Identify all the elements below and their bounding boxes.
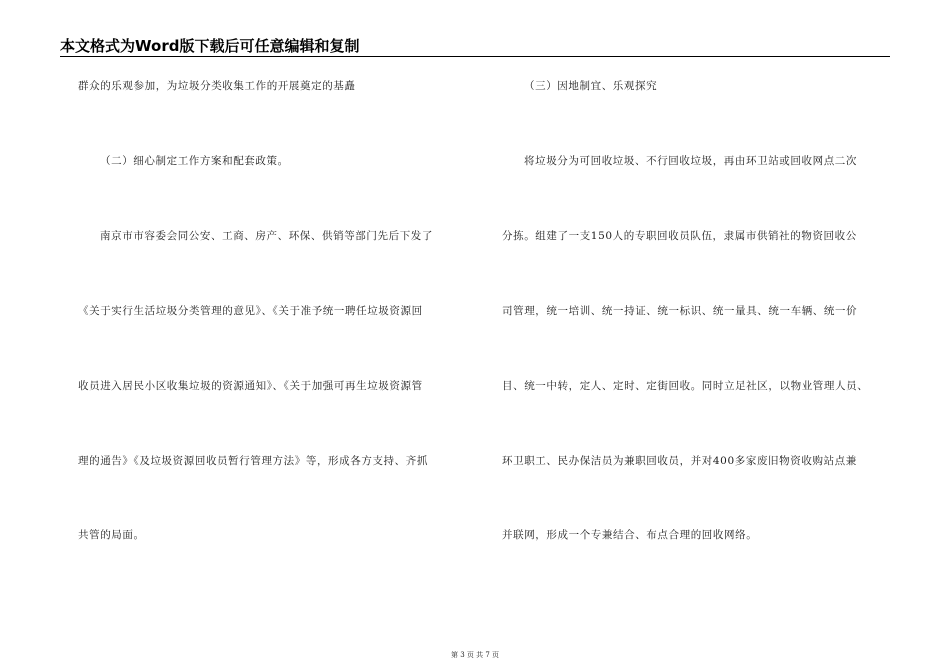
right-line-2: 将垃圾分为可回收垃圾、不行回收垃圾，再由环卫站或回收网点二次 xyxy=(524,155,857,167)
left-line-5: 收员进入居民小区收集垃圾的资源通知》、《关于加强可再生垃圾资源管 xyxy=(78,380,423,392)
left-line-7: 共管的局面。 xyxy=(78,529,145,541)
left-line-4: 《关于实行生活垃圾分类管理的意见》、《关于准予统一聘任垃圾资源回 xyxy=(78,305,423,317)
document-header-title: 本文格式为Word版下载后可任意编辑和复制 xyxy=(60,37,360,55)
left-line-2: （二）细心制定工作方案和配套政策。 xyxy=(100,155,289,167)
right-line-6: 环卫职工、民办保洁员为兼职回收员，并对400多家废旧物资收购站点兼 xyxy=(502,455,857,467)
header-divider xyxy=(60,56,890,57)
right-line-4: 司管理，统一培训、统一持证、统一标识、统一量具、统一车辆、统一价 xyxy=(502,305,858,317)
left-line-3: 南京市市容委会同公安、工商、房产、环保、供销等部门先后下发了 xyxy=(100,230,433,242)
right-line-5: 目、统一中转，定人、定时、定街回收。同时立足社区，以物业管理人员、 xyxy=(502,380,869,392)
left-line-6: 理的通告》《及垃圾资源回收员暂行管理方法》等，形成各方支持、齐抓 xyxy=(78,455,428,467)
right-line-7: 并联网，形成一个专兼结合、布点合理的回收网络。 xyxy=(502,529,758,541)
right-line-1: （三）因地制宜、乐观探究 xyxy=(524,80,658,92)
page-number-footer: 第 3 页 共 7 页 xyxy=(450,651,500,659)
right-line-3: 分拣。组建了一支150人的专职回收员队伍，隶属市供销社的物资回收公 xyxy=(502,230,857,242)
left-line-1: 群众的乐观参加，为垃圾分类收集工作的开展奠定的基矗 xyxy=(78,80,356,92)
